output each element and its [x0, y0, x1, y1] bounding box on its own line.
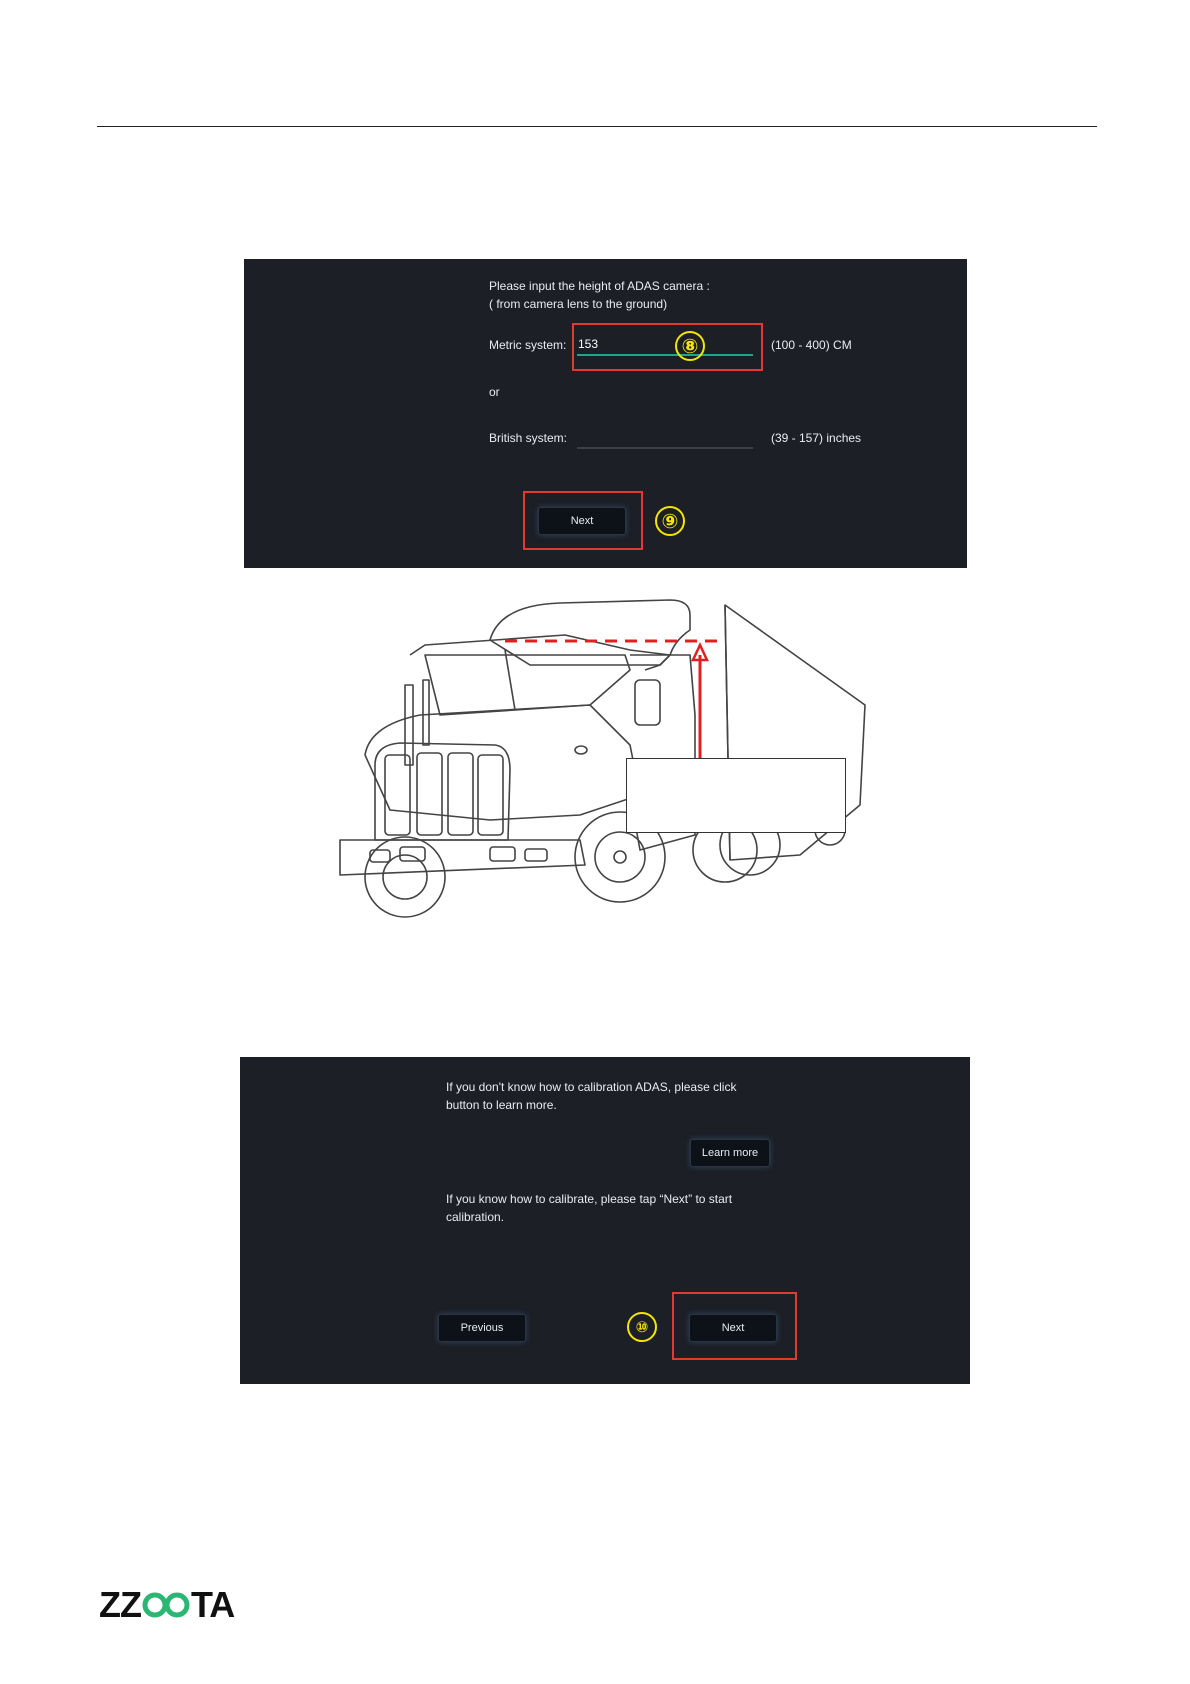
calibration-intro-screen — [240, 1057, 970, 1384]
british-system-label: British system: — [489, 431, 568, 445]
height-callout-box — [626, 758, 846, 833]
highlight-box-next — [523, 491, 643, 550]
prompt-line-2: ( from camera lens to the ground) — [489, 297, 668, 311]
or-label: or — [489, 385, 500, 399]
logo-text-right: TA — [190, 1584, 235, 1625]
british-input-underline — [577, 447, 753, 449]
step-8-badge: ⑧ — [675, 331, 705, 361]
next-button[interactable]: Next — [538, 507, 626, 535]
next-button[interactable]: Next — [689, 1314, 777, 1342]
logo-double-o-icon — [142, 1590, 190, 1620]
highlight-box-next-2 — [672, 1292, 797, 1360]
metric-system-label: Metric system: — [489, 338, 567, 352]
learn-text-line-1: If you don't know how to calibration ADAS, please click — [446, 1080, 737, 1094]
logo-text-left: ZZ — [99, 1584, 141, 1625]
prompt-line-1: Please input the height of ADAS camera : — [489, 279, 710, 293]
know-text-line-2: calibration. — [446, 1210, 505, 1224]
step-9-badge: ⑨ — [655, 506, 685, 536]
step-10-badge: ⑩ — [627, 1312, 657, 1342]
highlight-box-metric — [572, 323, 763, 371]
zzoota-logo — [99, 1584, 235, 1625]
header-divider — [97, 126, 1097, 127]
british-range-label: (39 - 157) inches — [771, 431, 862, 445]
british-height-input[interactable] — [578, 430, 738, 444]
metric-range-label: (100 - 400) CM — [771, 338, 852, 352]
know-text-line-1: If you know how to calibrate, please tap “Next” to start — [446, 1192, 733, 1206]
previous-button[interactable]: Previous — [438, 1314, 526, 1342]
learn-more-button[interactable]: Learn more — [690, 1139, 770, 1167]
learn-text-line-2: button to learn more. — [446, 1098, 557, 1112]
camera-height-screen — [244, 259, 967, 568]
